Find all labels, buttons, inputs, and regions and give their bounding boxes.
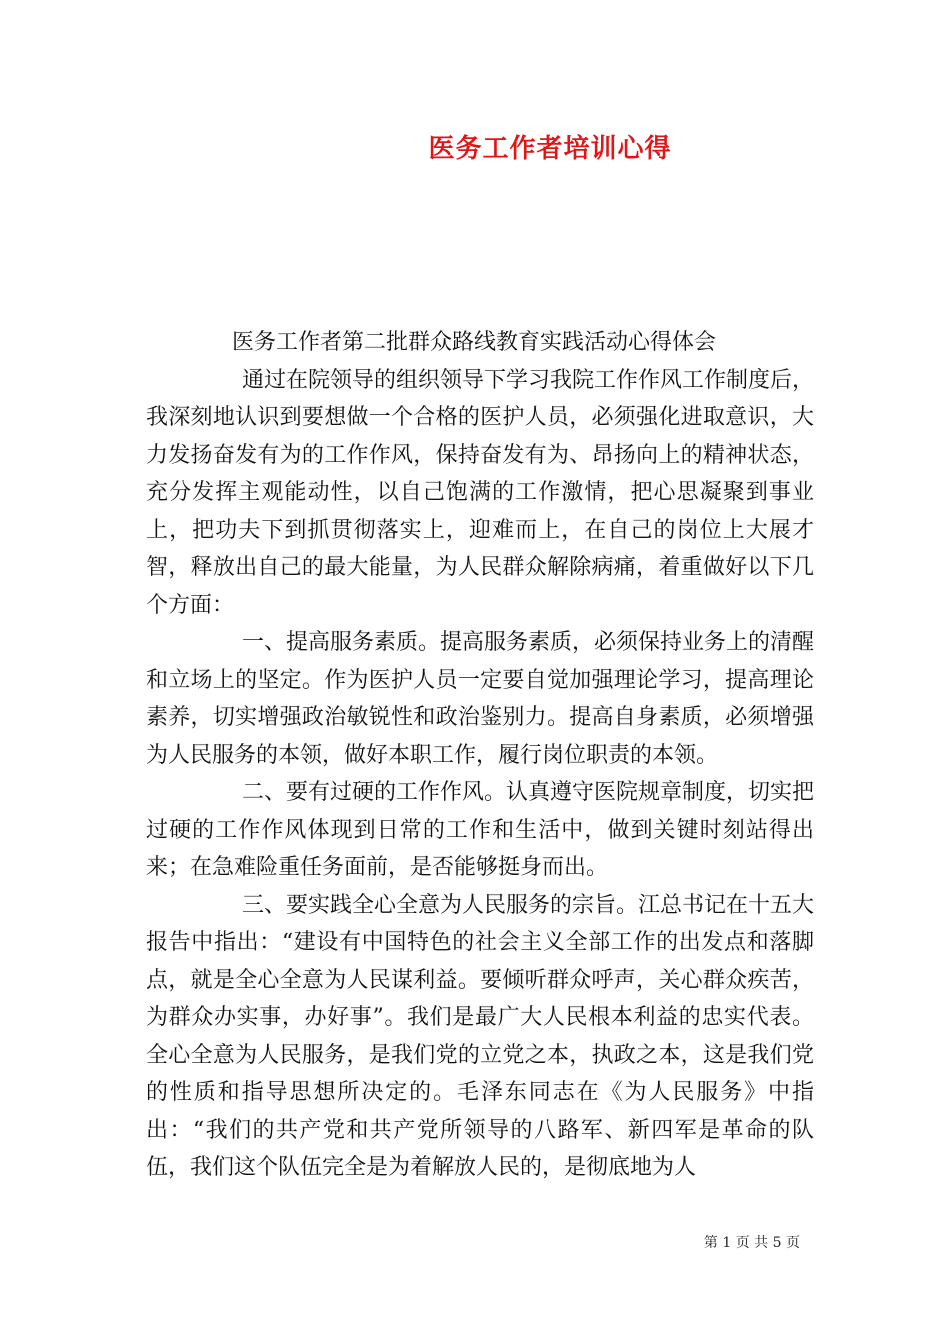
document-body: [146, 324, 814, 1187]
paragraph-intro: 通过在院领导的组织领导下学习我院工作作风工作制度后，我深刻地认识到要想做一个合格的医护人员，必须强化进取意识，大力发扬奋发有为的工作作风，保持奋发有为、昂扬向上的精神状态，充分发挥主观能动性，以自己饱满的工作激情，把心思凝聚到事业上，把功夫下到抓贯彻落实上，迎难而上，在自己的岗位上大展才智，释放出自己的最大能量，为人民群众解除病痛，着重做好以下几个方面：: [146, 367, 815, 618]
page-indicator: 第 1 页 共 5 页: [703, 1235, 800, 1251]
document-subtitle: 医务工作者第二批群众路线教育实践活动心得体会: [232, 330, 717, 355]
paragraph-point-2: 二、要有过硬的工作作风。认真遵守医院规章制度，切实把过硬的工作作风体现到日常的工作和生活中，做到关键时刻站得出来；在急难险重任务面前，是否能够挺身而出。: [146, 780, 815, 880]
paragraph-point-1: 一、提高服务素质。提高服务素质，必须保持业务上的清醒和立场上的坚定。作为医护人员一定要自觉加强理论学习，提高理论素养，切实增强政治敏锐性和政治鉴别力。提高自身素质，必须增强为人民服务的本领，做好本职工作，履行岗位职责的本领。: [146, 630, 815, 768]
paragraph-point-3: 三、要实践全心全意为人民服务的宗旨。江总书记在十五大报告中指出：“建设有中国特色的社会主义全部工作的出发点和落脚点，就是全心全意为人民谋利益。要倾听群众呼声，关心群众疾苦，为群众办实事，办好事”。我们是最广大人民根本利益的忠实代表。全心全意为人民服务，是我们党的立党之本，执政之本，这是我们党的性质和指导思想所决定的。毛泽东同志在《为人民服务》中指出：“我们的共产党和共产党所领导的八路军、新四军是革命的队伍，我们这个队伍完全是为着解放人民的，是彻底地为人: [146, 892, 815, 1180]
document-title: 医务工作者培训心得: [428, 134, 672, 164]
